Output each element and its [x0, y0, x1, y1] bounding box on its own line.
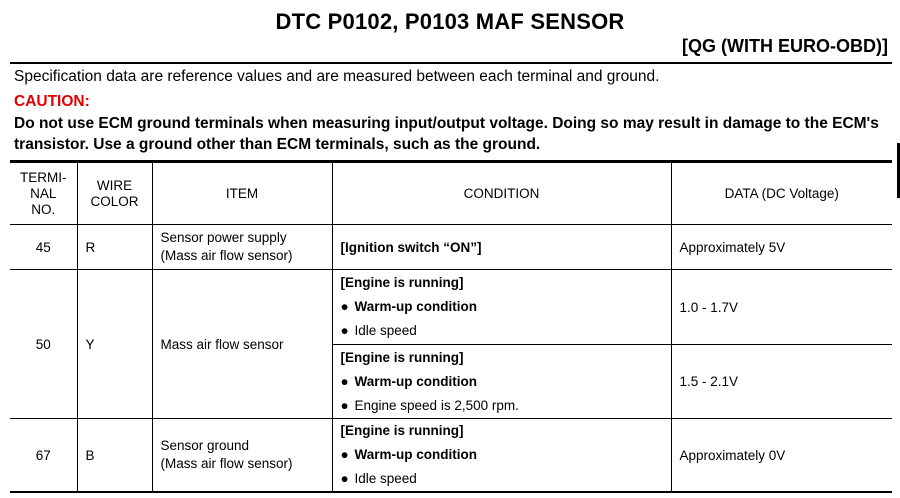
- caution-label: CAUTION:: [14, 93, 90, 110]
- condition-cell: [332, 345, 671, 419]
- item-cell: Sensor power supply (Mass air flow sensor): [152, 225, 332, 270]
- table-row: [10, 270, 892, 345]
- bullet-icon: ●: [340, 447, 349, 462]
- header-condition: CONDITION: [332, 163, 671, 225]
- data-value: 1.5 - 2.1V: [671, 345, 892, 419]
- data-value: 1.0 - 1.7V: [671, 270, 892, 345]
- data-value: Approximately 0V: [671, 419, 892, 493]
- condition-bullet: ● Idle speed: [341, 467, 663, 491]
- terminal-no: 45: [10, 225, 77, 270]
- terminal-no: 50: [10, 270, 77, 419]
- terminal-spec-table: [10, 162, 892, 493]
- header-terminal-no: TERMI- NAL NO.: [10, 163, 77, 225]
- table-row: [10, 419, 892, 493]
- header-item: ITEM: [152, 163, 332, 225]
- header-divider: [10, 62, 892, 64]
- condition-heading: [Ignition switch “ON”]: [340, 239, 482, 255]
- condition-bullet: ● Idle speed: [341, 319, 663, 343]
- item-cell: Mass air flow sensor: [152, 270, 332, 419]
- terminal-no: 67: [10, 419, 77, 493]
- wire-color: R: [77, 225, 152, 270]
- condition-cell: [332, 225, 671, 270]
- condition-bullet: ● Warm-up condition: [341, 443, 663, 467]
- wire-color: B: [77, 419, 152, 493]
- intro-text: Specification data are reference values and are measured between each terminal and ground.: [14, 68, 660, 85]
- caution-text: Do not use ECM ground terminals when measuring input/output voltage. Doing so may result in damage to the ECM's transistor. Use a ground other than ECM terminals, such as the ground.: [14, 115, 879, 153]
- table-header-row: [10, 163, 892, 225]
- item-cell: Sensor ground (Mass air flow sensor): [152, 419, 332, 493]
- bullet-icon: ●: [340, 373, 349, 389]
- condition-heading: [Engine is running]: [340, 275, 464, 290]
- condition-cell: [332, 419, 671, 493]
- wire-color: Y: [77, 270, 152, 419]
- page-title: DTC P0102, P0103 MAF SENSOR: [275, 9, 625, 34]
- bullet-icon: ●: [340, 397, 349, 413]
- header-wire-color: WIRE COLOR: [77, 163, 152, 225]
- condition-cell: [332, 270, 671, 345]
- bullet-icon: ●: [340, 299, 349, 314]
- condition-heading: [Engine is running]: [340, 423, 464, 438]
- data-value: Approximately 5V: [671, 225, 892, 270]
- condition-bullet: ● Engine speed is 2,500 rpm.: [341, 394, 663, 418]
- table-row: [10, 225, 892, 270]
- condition-heading: [Engine is running]: [340, 349, 464, 365]
- condition-bullet: ● Warm-up condition: [341, 370, 663, 394]
- bullet-icon: ●: [340, 323, 349, 338]
- condition-bullet: ● Warm-up condition: [341, 295, 663, 319]
- header-data: DATA (DC Voltage): [671, 163, 892, 225]
- bullet-icon: ●: [340, 471, 349, 486]
- engine-variant-label: [QG (WITH EURO-OBD)]: [682, 36, 888, 56]
